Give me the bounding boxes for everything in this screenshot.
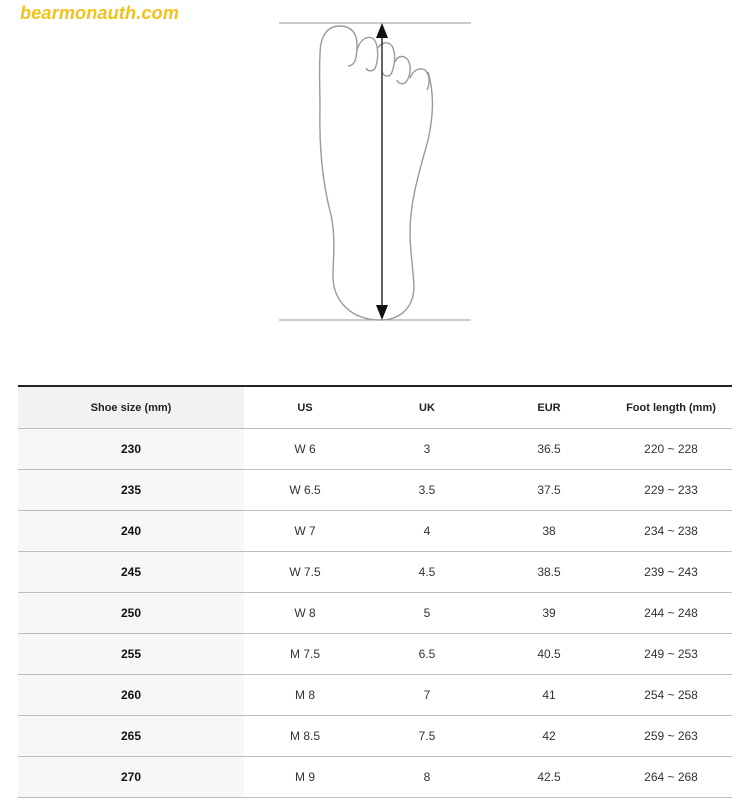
cell-eur: 37.5	[488, 470, 610, 511]
cell-foot-length: 244 ~ 248	[610, 593, 732, 634]
double-arrow-icon	[376, 23, 388, 320]
cell-us: W 6	[244, 429, 366, 470]
cell-uk: 3	[366, 429, 488, 470]
cell-us: M 7.5	[244, 634, 366, 675]
cell-foot-length: 254 ~ 258	[610, 675, 732, 716]
table-header-row	[18, 386, 732, 429]
cell-shoe-size: 230	[18, 429, 244, 470]
cell-foot-length: 220 ~ 228	[610, 429, 732, 470]
cell-us: W 7	[244, 511, 366, 552]
cell-us: M 8.5	[244, 716, 366, 757]
table-row	[18, 757, 732, 798]
cell-eur: 36.5	[488, 429, 610, 470]
table-row	[18, 552, 732, 593]
cell-eur: 38	[488, 511, 610, 552]
cell-shoe-size: 260	[18, 675, 244, 716]
cell-shoe-size: 240	[18, 511, 244, 552]
cell-foot-length: 264 ~ 268	[610, 757, 732, 798]
cell-uk: 6.5	[366, 634, 488, 675]
cell-eur: 41	[488, 675, 610, 716]
cell-us: M 8	[244, 675, 366, 716]
table-row	[18, 511, 732, 552]
table-row	[18, 716, 732, 757]
cell-foot-length: 259 ~ 263	[610, 716, 732, 757]
table-row	[18, 675, 732, 716]
cell-foot-length: 249 ~ 253	[610, 634, 732, 675]
cell-shoe-size: 250	[18, 593, 244, 634]
cell-uk: 8	[366, 757, 488, 798]
header-shoe-size: Shoe size (mm)	[18, 386, 244, 429]
table-row	[18, 470, 732, 511]
cell-shoe-size: 245	[18, 552, 244, 593]
cell-shoe-size: 270	[18, 757, 244, 798]
cell-eur: 39	[488, 593, 610, 634]
cell-foot-length: 234 ~ 238	[610, 511, 732, 552]
cell-uk: 5	[366, 593, 488, 634]
table-row	[18, 634, 732, 675]
header-uk: UK	[366, 386, 488, 429]
cell-uk: 4.5	[366, 552, 488, 593]
cell-us: M 9	[244, 757, 366, 798]
cell-uk: 7.5	[366, 716, 488, 757]
cell-eur: 38.5	[488, 552, 610, 593]
table-row	[18, 593, 732, 634]
cell-foot-length: 229 ~ 233	[610, 470, 732, 511]
cell-us: W 8	[244, 593, 366, 634]
cell-uk: 7	[366, 675, 488, 716]
cell-foot-length: 239 ~ 243	[610, 552, 732, 593]
header-us: US	[244, 386, 366, 429]
cell-us: W 7.5	[244, 552, 366, 593]
cell-shoe-size: 265	[18, 716, 244, 757]
foot-diagram	[0, 0, 746, 340]
cell-eur: 40.5	[488, 634, 610, 675]
header-foot-length: Foot length (mm)	[610, 386, 732, 429]
table-row	[18, 429, 732, 470]
cell-shoe-size: 235	[18, 470, 244, 511]
cell-shoe-size: 255	[18, 634, 244, 675]
foot-outline-icon	[320, 26, 433, 320]
size-chart-table	[18, 385, 732, 798]
cell-us: W 6.5	[244, 470, 366, 511]
cell-eur: 42.5	[488, 757, 610, 798]
cell-uk: 3.5	[366, 470, 488, 511]
cell-uk: 4	[366, 511, 488, 552]
header-eur: EUR	[488, 386, 610, 429]
watermark-text: bearmonauth.com	[20, 3, 180, 23]
cell-eur: 42	[488, 716, 610, 757]
